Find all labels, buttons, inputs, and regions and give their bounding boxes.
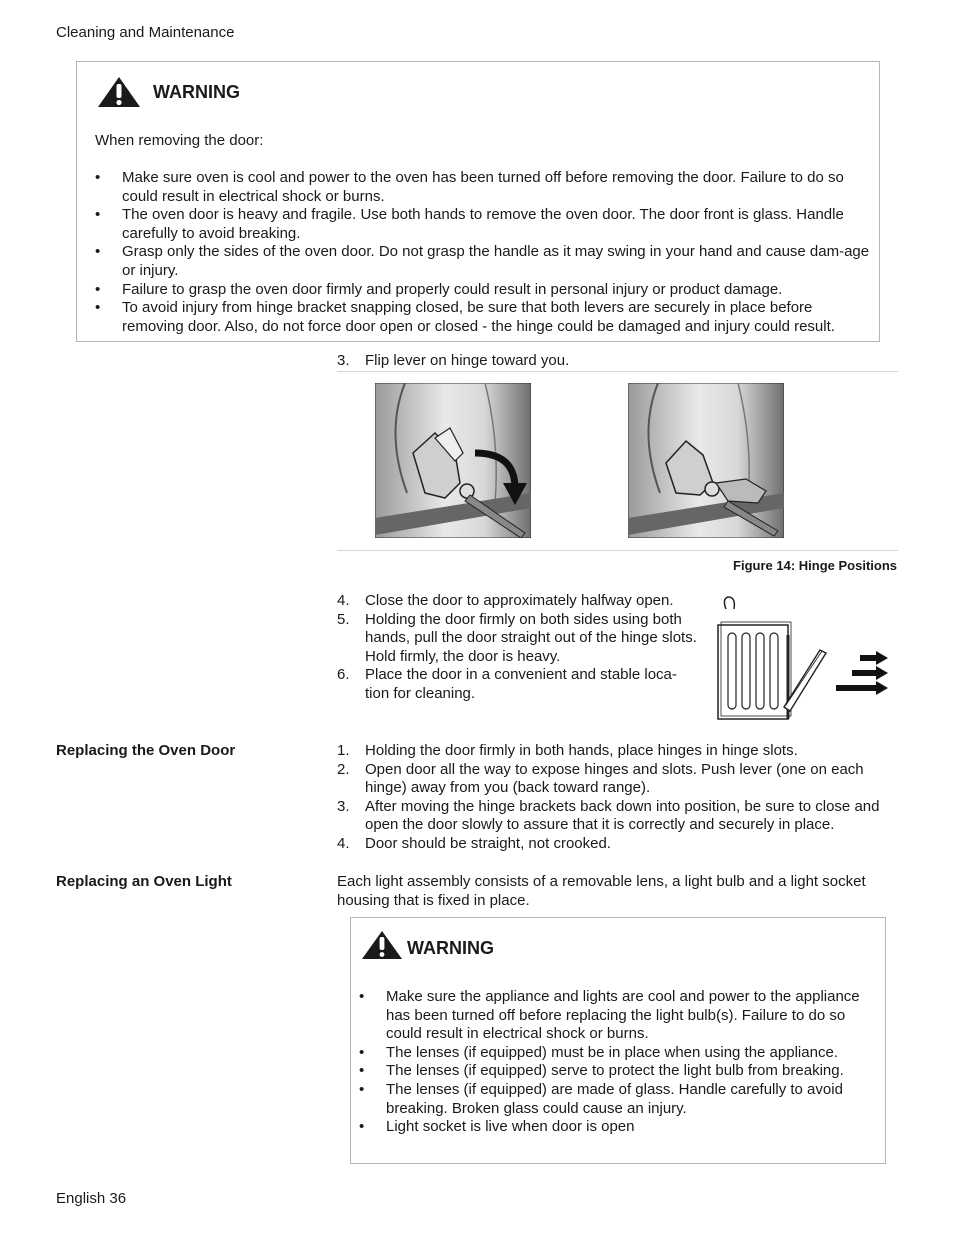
warning-title: WARNING (407, 937, 494, 958)
list-item: • Grasp only the sides of the oven door. Do not grasp the handle as it may swing in your hand and cause dam-age or injury. (95, 243, 870, 279)
list-item: 1. Holding the door firmly in both hands, place hinges in hinge slots. (337, 742, 798, 759)
list-item: • Make sure the appliance and lights are cool and power to the appliance has been turned off before replacing the light bulb(s). Failure to do so could result in electrical shock or burns. (359, 988, 860, 1043)
warning-intro: When removing the door: (95, 132, 264, 149)
list-item: 3. Flip lever on hinge toward you. (337, 352, 570, 369)
warning-box-oven-light (350, 917, 886, 1164)
list-item: • Light socket is live when door is open (359, 1118, 635, 1136)
light-assembly-intro: Each light assembly consists of a removable lens, a light bulb and a light socket housing that is fixed in place. (337, 873, 866, 909)
list-item: • To avoid injury from hinge bracket snapping closed, be sure that both levers are securely in place before removing door. Also, do not force door open or closed - the hinge could be damaged and injury could result. (95, 299, 835, 335)
step-list-remove-door (337, 592, 697, 704)
list-item: • The oven door is heavy and fragile. Use both hands to remove the oven door. The door front is glass. Handle carefully to avoid breaking. (95, 206, 844, 242)
list-item: • Make sure oven is cool and power to the oven has been turned off before removing the door. Failure to do so could result in electrical shock or burns. (95, 169, 844, 205)
warning-box-door-removal (76, 61, 880, 342)
warning-heading (361, 930, 494, 960)
step-list-hinge (337, 352, 895, 371)
list-item: • The lenses (if equipped) serve to protect the light bulb from breaking. (359, 1062, 844, 1080)
section-label-replacing-light: Replacing an Oven Light (56, 873, 232, 890)
oven-door-removal-illustration (712, 595, 892, 723)
warning-list (359, 988, 880, 1137)
warning-triangle-icon (361, 930, 403, 960)
arrow-right-icon (860, 651, 888, 665)
list-item: • The lenses (if equipped) are made of glass. Handle carefully to avoid breaking. Broken glass could cause an injury. (359, 1080, 843, 1117)
list-item: • The lenses (if equipped) must be in place when using the appliance. (359, 1043, 838, 1061)
list-item: 4. Door should be straight, not crooked. (337, 834, 611, 852)
step-list-replace-door (337, 742, 899, 854)
warning-title: WARNING (153, 81, 240, 102)
divider (337, 550, 898, 551)
list-item: 5. Holding the door firmly on both sides using both hands, pull the door straight out of the hinge slots. Hold firmly, the door is heavy. (337, 610, 697, 665)
list-item: 4. Close the door to approximately halfway open. (337, 592, 674, 609)
list-item: • Failure to grasp the oven door firmly and properly could result in personal injury or product damage. (95, 280, 783, 298)
list-item: 3. After moving the hinge brackets back down into position, be sure to close and open the door slowly to assure that it is correctly and securely in place. (337, 797, 880, 834)
page-footer: English 36 (56, 1190, 127, 1207)
figure-caption: Figure 14: Hinge Positions (733, 558, 897, 573)
section-label-replacing-door: Replacing the Oven Door (56, 742, 236, 759)
arrow-right-icon (836, 681, 888, 695)
warning-heading (97, 76, 240, 108)
arrow-right-icon (852, 666, 888, 680)
list-item: 2. Open door all the way to expose hinges and slots. Push lever (one on each hinge) away from you (back toward range). (337, 760, 864, 797)
page-header: Cleaning and Maintenance (56, 24, 235, 41)
list-item: 6. Place the door in a convenient and stable loca-tion for cleaning. (337, 666, 677, 702)
hinge-illustration-closed (375, 383, 531, 538)
warning-list (95, 169, 874, 336)
divider (337, 371, 898, 372)
warning-triangle-icon (97, 76, 141, 108)
hinge-illustration-open (628, 383, 784, 538)
